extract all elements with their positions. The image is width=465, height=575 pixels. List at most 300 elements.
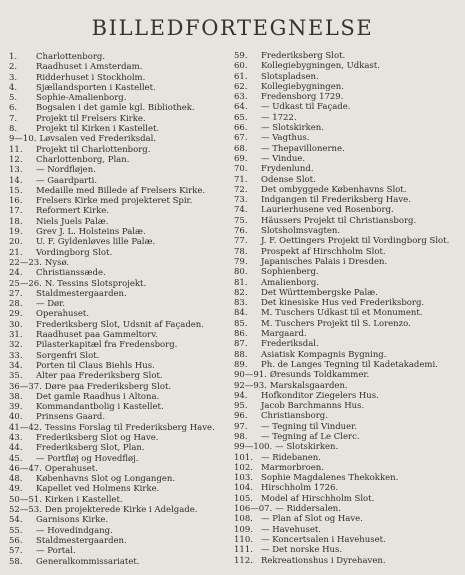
entry-title: — Udkast til Façade.: [261, 102, 351, 113]
entry-number: 84.: [234, 308, 248, 319]
index-entry: [234, 133, 462, 143]
entry-title: Frederiksberg Slot, Plan.: [36, 443, 145, 454]
entry-title: Fredensborg 1729.: [261, 92, 344, 103]
entry-number: 101.: [234, 452, 253, 463]
entry-title: Hofkonditor Ziegelers Hus.: [261, 390, 379, 401]
entry-title: M. Tuschers Projekt til S. Lorenzo.: [261, 318, 411, 329]
entry-number: 32.: [9, 340, 23, 351]
entry-title: Nysø.: [44, 257, 70, 268]
index-entry: [234, 494, 462, 504]
entry-title: Jacob Barchmanns Hus.: [261, 401, 365, 412]
index-entry: [9, 155, 229, 165]
index-entry: [234, 401, 462, 411]
entry-number: 20.: [9, 237, 23, 248]
index-entry: [234, 432, 462, 442]
entry-number: 90—91.: [234, 370, 267, 381]
entry-title: Det gamle Raadhus i Altona.: [36, 391, 160, 402]
entry-title: — Dør.: [36, 299, 65, 310]
index-entry: [9, 361, 229, 371]
entry-number: 38.: [9, 391, 23, 402]
entry-title: Porten til Claus Biehls Hus.: [36, 360, 155, 371]
entry-number: 76.: [234, 226, 248, 237]
index-entry: [9, 103, 229, 113]
entry-title: — Vindue.: [261, 153, 306, 164]
index-entry: [9, 114, 229, 124]
entry-number: 17.: [9, 206, 23, 217]
index-entry: [9, 93, 229, 103]
entry-title: Det kinesiske Hus ved Frederiksborg.: [261, 298, 425, 309]
entry-title: Operahuset.: [36, 309, 90, 320]
index-entry: [9, 433, 229, 443]
entry-title: — Tegning til Vinduer.: [261, 421, 358, 432]
index-entry: [234, 411, 462, 421]
entry-number: 61.: [234, 71, 248, 82]
entry-number: 88.: [234, 349, 248, 360]
entry-number: 74.: [234, 205, 248, 216]
entry-number: 54.: [9, 515, 23, 526]
entry-title: Den projekterede Kirke i Adelgade.: [44, 505, 198, 516]
index-entry: [9, 268, 229, 278]
index-entry: [234, 556, 462, 566]
index-entry: [234, 195, 462, 205]
entry-number: 35.: [9, 371, 23, 382]
entry-title: — Havehuset.: [261, 524, 321, 535]
entry-title: Generalkommissariatet.: [36, 556, 140, 567]
entry-title: — Plan af Slot og Have.: [261, 514, 363, 525]
entry-title: Kollegiebygningen.: [261, 81, 344, 92]
entry-title: Prinsens Gaard.: [36, 412, 106, 423]
left-column: [9, 52, 229, 567]
entry-number: 55.: [9, 525, 23, 536]
entry-title: Projekt til Frelsers Kirke.: [36, 113, 146, 124]
entry-number: 33.: [9, 350, 23, 361]
entry-title: — Tegning af Le Clerc.: [261, 431, 360, 442]
entry-title: N. Tessins Slotsprojekt.: [44, 278, 147, 289]
index-entry: [9, 351, 229, 361]
entry-number: 30.: [9, 319, 23, 330]
index-entry: [9, 423, 229, 433]
index-entry: [234, 453, 462, 463]
entry-title: Ph. de Langes Tegning til Kadetakademi.: [261, 359, 438, 370]
entry-title: Projekt til Kirken i Kastellet.: [36, 124, 160, 135]
entry-title: Øresunds Toldkammer.: [269, 370, 370, 381]
entry-number: 94.: [234, 390, 248, 401]
index-entry: [234, 267, 462, 277]
index-entry: [234, 257, 462, 267]
index-entry: [234, 123, 462, 133]
page-title: BILLEDFORTEGNELSE: [91, 16, 374, 40]
entry-title: Charlottenborg, Plan.: [36, 154, 130, 165]
index-entry: [234, 216, 462, 226]
index-entry: [9, 217, 229, 227]
entry-title: Japanisches Palais i Dresden.: [261, 256, 388, 267]
index-entry: [234, 350, 462, 360]
entry-title: Marmorbroen.: [261, 462, 324, 473]
index-entry: [234, 370, 462, 380]
entry-title: Garnisons Kirke.: [36, 515, 109, 526]
entry-number: 79.: [234, 256, 248, 267]
entry-title: U. F. Gyldenløves lille Palæ.: [36, 237, 156, 248]
index-entry: [9, 206, 229, 216]
entry-title: — Portfløj og Hovedfløj.: [36, 453, 139, 464]
index-entry: [234, 339, 462, 349]
index-entry: [234, 288, 462, 298]
index-entry: [9, 402, 229, 412]
entry-number: 56.: [9, 535, 23, 546]
entry-title: Sophie-Amalienborg.: [36, 93, 127, 104]
index-entry: [9, 165, 229, 175]
entry-title: Raadhuset i Amsterdam.: [36, 62, 143, 73]
entry-number: 11.: [9, 144, 23, 155]
entry-title: — Portal.: [36, 546, 76, 557]
index-entry: [9, 279, 229, 289]
index-entry: [234, 422, 462, 432]
entry-title: Sorgenfri Slot.: [36, 350, 100, 361]
entry-title: Pilasterkapitæl fra Fredensborg.: [36, 340, 178, 351]
entry-number: 29.: [9, 309, 23, 320]
entry-number: 57.: [9, 546, 23, 557]
entry-number: 18.: [9, 216, 23, 227]
entry-number: 75.: [234, 215, 248, 226]
index-entry: [9, 52, 229, 62]
entry-number: 86.: [234, 329, 248, 340]
entry-title: M. Tuschers Udkast til et Monument.: [261, 308, 423, 319]
entry-title: Slotspladsen.: [261, 71, 319, 82]
entry-number: 77.: [234, 236, 248, 247]
index-entry: [9, 474, 229, 484]
index-entry: [9, 83, 229, 93]
index-entry: [234, 391, 462, 401]
entry-title: — Hovedindgang.: [36, 525, 113, 536]
index-entry: [234, 205, 462, 215]
entry-title: Christianssæde.: [36, 268, 106, 279]
entry-number: 59.: [234, 51, 248, 61]
entry-number: 14.: [9, 175, 23, 186]
entry-number: 2.: [9, 62, 18, 73]
index-entry: [234, 278, 462, 288]
entry-title: Frydenlund.: [261, 164, 314, 175]
entry-number: 106—07.: [234, 504, 273, 515]
index-entry: [9, 392, 229, 402]
index-entry: [9, 176, 229, 186]
entry-title: Frederiksberg Slot, Udsnit af Façaden.: [36, 319, 204, 330]
index-entry: [9, 73, 229, 83]
index-entry: [234, 61, 462, 71]
entry-title: — Koncertsalen i Havehuset.: [261, 534, 386, 545]
index-entry: [9, 248, 229, 258]
index-entry: [9, 371, 229, 381]
entry-number: 5.: [9, 93, 18, 104]
entry-number: 4.: [9, 82, 18, 93]
entry-number: 111.: [234, 545, 253, 556]
index-entry: [234, 483, 462, 493]
entry-number: 73.: [234, 195, 248, 206]
entry-title: Laurierhusene ved Rosenborg.: [261, 205, 394, 216]
entry-number: 24.: [9, 268, 23, 279]
entry-number: 44.: [9, 443, 23, 454]
index-entry: [9, 443, 229, 453]
entry-number: 104.: [234, 483, 253, 494]
entry-title: Frederiksberg Slot og Have.: [36, 432, 159, 443]
entry-number: 95.: [234, 401, 248, 412]
entry-title: — Ridebanen.: [261, 452, 321, 463]
entry-number: 64.: [234, 102, 248, 113]
entry-number: 52—53.: [9, 505, 42, 516]
entry-title: Grev J. L. Holsteins Palæ.: [36, 227, 146, 238]
index-entry: [234, 360, 462, 370]
index-entry: [234, 247, 462, 257]
index-entry: [9, 515, 229, 525]
entry-title: Margaard.: [261, 329, 307, 340]
entry-number: 49.: [9, 484, 23, 495]
entry-number: 43.: [9, 432, 23, 443]
entry-number: 62.: [234, 81, 248, 92]
entry-title: Kirken i Kastellet.: [44, 494, 123, 505]
entry-title: Asiatisk Kompagnis Bygning.: [261, 349, 387, 360]
entry-title: Bogsalen i det gamle kgl. Bibliothek.: [36, 103, 195, 114]
index-entry: [9, 62, 229, 72]
right-column: [234, 51, 462, 566]
entry-title: Projekt til Charlottenborg.: [36, 144, 151, 155]
index-entry: [9, 557, 229, 567]
entry-number: 103.: [234, 473, 253, 484]
entry-title: Christiansborg.: [261, 411, 328, 422]
entry-number: 25—26.: [9, 278, 42, 289]
index-entry: [234, 226, 462, 236]
index-entry: [234, 236, 462, 246]
entry-title: Det ombyggede Københavns Slot.: [261, 184, 407, 195]
entry-number: 68.: [234, 143, 248, 154]
entry-title: Københavns Slot og Longangen.: [36, 474, 176, 485]
index-entry: [234, 308, 462, 318]
entry-title: — Gaardparti.: [36, 175, 98, 186]
entry-number: 96.: [234, 411, 248, 422]
index-entry: [234, 319, 462, 329]
index-entry: [9, 258, 229, 268]
index-entry: [234, 72, 462, 82]
entry-number: 46—47.: [9, 463, 42, 474]
entry-title: Odense Slot.: [261, 174, 316, 185]
entry-title: Kollegiebygningen, Udkast.: [261, 61, 380, 72]
entry-number: 87.: [234, 339, 248, 350]
index-entry: [9, 124, 229, 134]
entry-title: Model af Hirschholm Slot.: [261, 493, 375, 504]
entry-title: Reformert Kirke.: [36, 206, 110, 217]
index-entry: [9, 186, 229, 196]
entry-number: 8.: [9, 124, 18, 135]
index-entry: [9, 412, 229, 422]
index-entry: [9, 299, 229, 309]
entry-title: Hirschholm 1726.: [261, 483, 339, 494]
entry-title: — Riddersalen.: [275, 504, 341, 515]
entry-number: 27.: [9, 288, 23, 299]
index-entry: [234, 504, 462, 514]
index-entry: [234, 463, 462, 473]
entry-title: Sophie Magdalenes Thekokken.: [261, 473, 399, 484]
entry-title: Alter paa Frederiksberg Slot.: [36, 371, 163, 382]
entry-number: 16.: [9, 196, 23, 207]
entry-number: 105.: [234, 493, 253, 504]
entry-number: 50—51.: [9, 494, 42, 505]
entry-number: 89.: [234, 359, 248, 370]
index-entry: [234, 535, 462, 545]
entry-title: Operahuset.: [44, 463, 98, 474]
entry-number: 28.: [9, 299, 23, 310]
index-entry: [234, 298, 462, 308]
index-entry: [9, 382, 229, 392]
entry-title: Slotsholmsvagten.: [261, 226, 341, 237]
entry-number: 31.: [9, 330, 23, 341]
entry-number: 63.: [234, 92, 248, 103]
entry-title: Staldmestergaarden.: [36, 535, 127, 546]
entry-number: 13.: [9, 165, 23, 176]
entry-title: — Slotskirken.: [275, 442, 339, 453]
entry-number: 70.: [234, 164, 248, 175]
entry-title: Frederiksberg Slot.: [261, 51, 346, 61]
index-entry: [9, 330, 229, 340]
entry-number: 39.: [9, 402, 23, 413]
entry-number: 9—10.: [9, 134, 37, 145]
entry-title: Vordingborg Slot.: [36, 247, 113, 258]
index-entry: [9, 145, 229, 155]
entry-number: 36—37.: [9, 381, 42, 392]
entry-number: 102.: [234, 462, 253, 473]
entry-number: 21.: [9, 247, 23, 258]
entry-number: 65.: [234, 112, 248, 123]
entry-title: Sophienberg.: [261, 267, 319, 278]
index-entry: [234, 545, 462, 555]
entry-number: 66.: [234, 123, 248, 134]
entry-number: 48.: [9, 474, 23, 485]
index-entry: [234, 164, 462, 174]
index-entry: [234, 154, 462, 164]
entry-title: Døre paa Frederiksberg Slot.: [44, 381, 172, 392]
entry-number: 67.: [234, 133, 248, 144]
entry-title: Frelsers Kirke med projekteret Spir.: [36, 196, 193, 207]
entry-number: 112.: [234, 555, 253, 566]
entry-number: 6.: [9, 103, 18, 114]
entry-number: 83.: [234, 298, 248, 309]
index-entry: [9, 536, 229, 546]
entry-title: — 1722.: [261, 112, 297, 123]
index-entry: [9, 227, 229, 237]
entry-number: 99—100.: [234, 442, 273, 453]
entry-title: Frederiksdal.: [261, 339, 319, 350]
entry-title: — Vagthus.: [261, 133, 310, 144]
index-entry: [234, 329, 462, 339]
entry-number: 45.: [9, 453, 23, 464]
index-entry: [9, 289, 229, 299]
entry-number: 69.: [234, 153, 248, 164]
entry-number: 60.: [234, 61, 248, 72]
entry-title: Charlottenborg.: [36, 52, 106, 62]
entry-title: — Det norske Hus.: [261, 545, 343, 556]
entry-number: 15.: [9, 185, 23, 196]
entry-number: 82.: [234, 287, 248, 298]
entry-number: 58.: [9, 556, 23, 567]
index-entry: [9, 134, 229, 144]
index-entry: [234, 381, 462, 391]
entry-title: Marskalsgaarden.: [269, 380, 348, 391]
index-entry: [9, 340, 229, 350]
entry-number: 34.: [9, 360, 23, 371]
entry-title: Prospekt af Hirschholm Slot.: [261, 246, 386, 257]
index-entry: [234, 473, 462, 483]
entry-title: J. F. Oettingers Projekt til Vordingborg Slot.: [261, 236, 450, 247]
index-entry: [9, 484, 229, 494]
index-entry: [9, 237, 229, 247]
entry-number: 72.: [234, 184, 248, 195]
entry-title: Niels Juels Palæ.: [36, 216, 109, 227]
entry-number: 78.: [234, 246, 248, 257]
entry-number: 92—93.: [234, 380, 267, 391]
entry-number: 22—23.: [9, 257, 42, 268]
entry-title: Häussers Projekt til Christiansborg.: [261, 215, 417, 226]
entry-title: Staldmestergaarden.: [36, 288, 127, 299]
index-entry: [9, 196, 229, 206]
entry-number: 98.: [234, 431, 248, 442]
entry-number: 85.: [234, 318, 248, 329]
index-entry: [9, 495, 229, 505]
index-entry: [9, 526, 229, 536]
index-entry: [9, 464, 229, 474]
entry-title: Tessins Forslag til Frederiksberg Have.: [44, 422, 215, 433]
index-entry: [234, 175, 462, 185]
entry-title: Raadhuset paa Gammeltorv.: [36, 330, 158, 341]
index-entry: [234, 525, 462, 535]
entry-number: 12.: [9, 154, 23, 165]
entry-number: 7.: [9, 113, 18, 124]
entry-title: Kapellet ved Holmens Kirke.: [36, 484, 160, 495]
entry-title: Amalienborg.: [261, 277, 319, 288]
index-entry: [234, 442, 462, 452]
entry-title: Ridderhuset i Stockholm.: [36, 72, 146, 83]
entry-title: Kommandantbolig i Kastellet.: [36, 402, 164, 413]
entry-title: — Thepavillonerne.: [261, 143, 345, 154]
entry-title: Medaille med Billede af Frelsers Kirke.: [36, 185, 206, 196]
index-entry: [234, 185, 462, 195]
entry-title: Sjællandsporten i Kastellet.: [36, 82, 156, 93]
entry-title: Det Württembergske Palæ.: [261, 287, 378, 298]
entry-title: — Nordfløjen.: [36, 165, 96, 176]
index-entry: [9, 454, 229, 464]
entry-number: 108.: [234, 514, 253, 525]
entry-number: 41—42.: [9, 422, 42, 433]
entry-number: 19.: [9, 227, 23, 238]
entry-number: 80.: [234, 267, 248, 278]
index-entry: [234, 113, 462, 123]
index-entry: [234, 102, 462, 112]
entry-number: 97.: [234, 421, 248, 432]
entry-number: 110.: [234, 534, 253, 545]
index-entry: [9, 309, 229, 319]
entry-title: Løvsalen ved Frederiksdal.: [39, 134, 157, 145]
index-entry: [9, 546, 229, 556]
index-entry: [9, 320, 229, 330]
index-entry: [9, 505, 229, 515]
index-entry: [234, 51, 462, 61]
entry-title: Rekreationshus i Dyrehaven.: [261, 555, 386, 566]
entry-number: 3.: [9, 72, 18, 83]
index-entry: [234, 144, 462, 154]
entry-title: — Slotskirken.: [261, 123, 324, 134]
index-entry: [234, 92, 462, 102]
index-entry: [234, 514, 462, 524]
entry-number: 71.: [234, 174, 248, 185]
entry-number: 1.: [9, 52, 18, 62]
index-entry: [234, 82, 462, 92]
entry-number: 81.: [234, 277, 248, 288]
